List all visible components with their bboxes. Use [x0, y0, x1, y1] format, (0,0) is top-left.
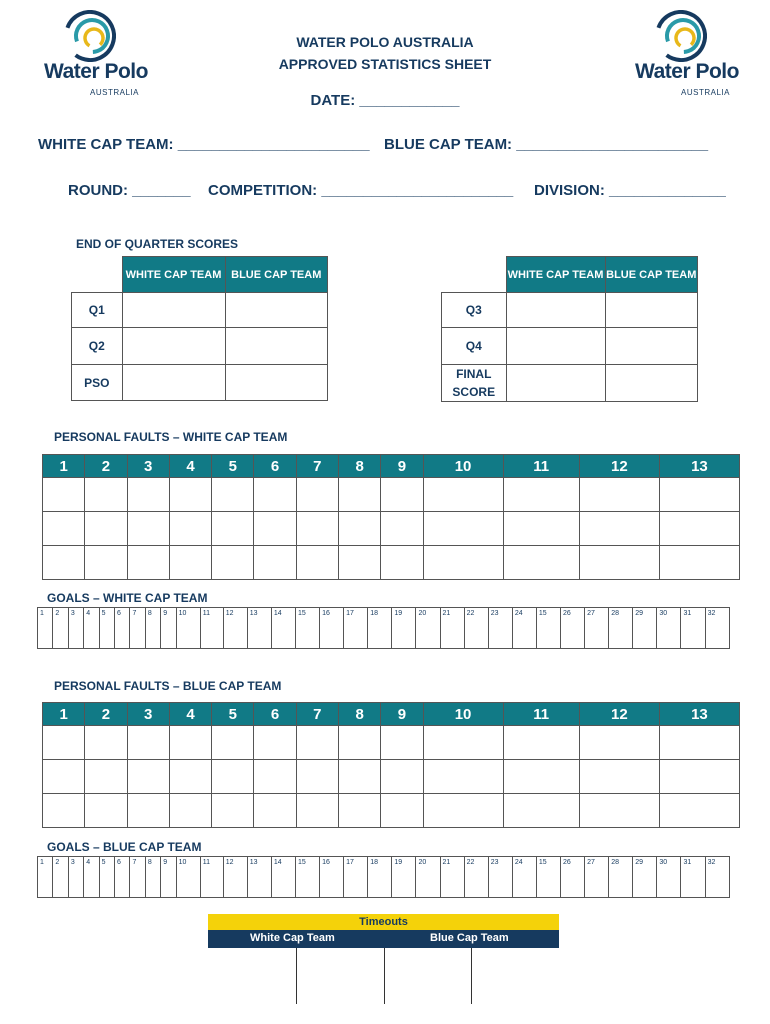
goals-white-title: GOALS – WHITE CAP TEAM [47, 591, 208, 605]
fault-col-header: 10 [423, 455, 503, 478]
goal-cell[interactable]: 1 [38, 608, 53, 649]
goal-cell[interactable]: 28 [609, 857, 633, 898]
fault-cell[interactable] [169, 794, 211, 828]
goal-cell[interactable]: 10 [176, 857, 200, 898]
goal-cell[interactable]: 15 [295, 608, 319, 649]
goal-cell[interactable]: 22 [464, 857, 488, 898]
fault-cell[interactable] [85, 726, 127, 760]
goal-cell[interactable]: 9 [161, 608, 176, 649]
timeout-divider [471, 948, 472, 1004]
fault-cell[interactable] [43, 760, 85, 794]
fault-cell[interactable] [296, 726, 338, 760]
row-label: Q2 [72, 328, 123, 365]
fault-col-header: 1 [43, 703, 85, 726]
goal-cell[interactable]: 22 [464, 608, 488, 649]
fault-col-header: 13 [659, 455, 739, 478]
fault-cell[interactable] [338, 760, 380, 794]
goal-cell[interactable]: 15 [536, 857, 560, 898]
fault-cell[interactable] [338, 794, 380, 828]
goal-cell[interactable]: 2 [53, 608, 68, 649]
fault-cell[interactable] [381, 760, 423, 794]
goals-blue-title: GOALS – BLUE CAP TEAM [47, 840, 202, 854]
goal-cell[interactable]: 18 [368, 857, 392, 898]
fault-cell[interactable] [338, 512, 380, 546]
fault-cell[interactable] [43, 512, 85, 546]
goal-cell[interactable]: 1 [38, 857, 53, 898]
goal-cell[interactable]: 19 [392, 857, 416, 898]
goals-blue-table [37, 856, 730, 898]
goal-cell[interactable]: 30 [657, 857, 681, 898]
fault-cell[interactable] [169, 546, 211, 580]
goal-cell[interactable]: 17 [344, 608, 368, 649]
fault-cell[interactable] [296, 478, 338, 512]
fault-cell[interactable] [296, 760, 338, 794]
goal-cell[interactable]: 13 [247, 608, 271, 649]
score-cell[interactable] [506, 328, 605, 365]
fault-cell[interactable] [169, 760, 211, 794]
goal-cell[interactable]: 29 [633, 608, 657, 649]
faults-blue-row [43, 726, 740, 760]
score-cell[interactable] [122, 328, 225, 365]
fault-col-header: 6 [254, 455, 296, 478]
score-cell[interactable] [225, 328, 328, 365]
blue-cap-team-field[interactable]: BLUE CAP TEAM: _______________________ [384, 136, 709, 153]
fault-col-header: 7 [296, 703, 338, 726]
goal-cell[interactable]: 16 [320, 608, 344, 649]
col-blue-cap: BLUE CAP TEAM [225, 257, 328, 293]
goal-cell[interactable]: 23 [488, 608, 512, 649]
fault-cell[interactable] [381, 478, 423, 512]
goal-cell[interactable]: 23 [488, 857, 512, 898]
fault-col-header: 6 [254, 703, 296, 726]
score-cell[interactable] [122, 365, 225, 401]
fault-col-header: 5 [212, 703, 254, 726]
goal-cell[interactable]: 15 [295, 857, 319, 898]
date-field[interactable]: DATE: ____________ [310, 92, 460, 109]
fault-cell[interactable] [381, 726, 423, 760]
goal-cell[interactable]: 16 [320, 857, 344, 898]
goal-cell[interactable]: 5 [99, 608, 114, 649]
goal-cell[interactable]: 7 [130, 608, 145, 649]
faults-blue-row [43, 760, 740, 794]
fault-cell[interactable] [503, 512, 579, 546]
fault-cell[interactable] [169, 726, 211, 760]
fault-col-header: 1 [43, 455, 85, 478]
fault-cell[interactable] [169, 512, 211, 546]
round-field[interactable]: ROUND: _______ [68, 182, 191, 199]
timeouts-header [208, 930, 559, 948]
row-label: Q4 [442, 328, 507, 365]
row-label: Q3 [442, 293, 507, 328]
goal-cell[interactable]: 3 [68, 857, 83, 898]
goal-cell[interactable]: 14 [271, 608, 295, 649]
division-field[interactable]: DIVISION: ______________ [534, 182, 726, 199]
goal-cell[interactable]: 24 [512, 608, 536, 649]
score-cell[interactable] [605, 293, 698, 328]
timeouts-title: Timeouts [208, 914, 559, 930]
goal-cell[interactable]: 32 [705, 608, 729, 649]
faults-blue-title: PERSONAL FAULTS – BLUE CAP TEAM [54, 679, 282, 693]
competition-field[interactable]: COMPETITION: _______________________ [208, 182, 514, 199]
score-cell[interactable] [506, 293, 605, 328]
goal-cell[interactable]: 8 [145, 608, 160, 649]
fault-col-header: 2 [85, 455, 127, 478]
fault-cell[interactable] [503, 478, 579, 512]
faults-blue-table [42, 702, 740, 828]
fault-cell[interactable] [212, 478, 254, 512]
fault-cell[interactable] [381, 546, 423, 580]
goal-cell[interactable]: 24 [512, 857, 536, 898]
score-cell[interactable] [506, 365, 605, 402]
logo-subtitle: AUSTRALIA [90, 88, 139, 97]
quarter-scores-title: END OF QUARTER SCORES [76, 237, 239, 251]
faults-white-title: PERSONAL FAULTS – WHITE CAP TEAM [54, 430, 288, 444]
fault-cell[interactable] [127, 726, 169, 760]
logo-right [627, 10, 757, 97]
fault-col-header: 12 [579, 455, 659, 478]
header-sheet-title: APPROVED STATISTICS SHEET [278, 56, 492, 72]
fault-cell[interactable] [254, 726, 296, 760]
fault-col-header: 3 [127, 703, 169, 726]
goal-cell[interactable]: 21 [440, 857, 464, 898]
score-cell[interactable] [605, 365, 698, 402]
col-white-cap: WHITE CAP TEAM [506, 257, 605, 293]
goal-cell[interactable]: 32 [705, 857, 729, 898]
fault-col-header: 10 [423, 703, 503, 726]
goal-cell[interactable]: 17 [344, 857, 368, 898]
fault-cell[interactable] [127, 546, 169, 580]
fault-col-header: 3 [127, 455, 169, 478]
fault-cell[interactable] [423, 512, 503, 546]
row-label: Q1 [72, 293, 123, 328]
fault-cell[interactable] [85, 546, 127, 580]
logo-left [36, 10, 166, 97]
fault-cell[interactable] [296, 512, 338, 546]
goal-cell[interactable]: 11 [200, 608, 223, 649]
row-label: FINAL SCORE [442, 365, 507, 402]
fault-cell[interactable] [212, 546, 254, 580]
fault-cell[interactable] [381, 794, 423, 828]
goal-cell[interactable]: 2 [53, 857, 68, 898]
fault-cell[interactable] [43, 794, 85, 828]
fault-col-header: 4 [169, 455, 211, 478]
goal-cell[interactable]: 8 [145, 857, 160, 898]
quarter-scores-table-left [71, 256, 328, 401]
fault-cell[interactable] [43, 546, 85, 580]
fault-cell[interactable] [85, 794, 127, 828]
score-cell[interactable] [122, 293, 225, 328]
fault-cell[interactable] [127, 760, 169, 794]
goal-cell[interactable]: 30 [657, 608, 681, 649]
fault-cell[interactable] [659, 478, 739, 512]
fault-cell[interactable] [503, 726, 579, 760]
goal-cell[interactable]: 4 [84, 857, 99, 898]
fault-cell[interactable] [127, 512, 169, 546]
timeout-divider [384, 948, 385, 1004]
goal-cell[interactable]: 12 [223, 608, 247, 649]
faults-white-table [42, 454, 740, 580]
fault-cell[interactable] [423, 726, 503, 760]
goal-cell[interactable]: 7 [130, 857, 145, 898]
fault-cell[interactable] [423, 794, 503, 828]
goal-cell[interactable]: 20 [416, 608, 440, 649]
fault-col-header: 11 [503, 703, 579, 726]
timeouts-white-label: White Cap Team [250, 932, 335, 944]
goal-cell[interactable]: 26 [561, 608, 585, 649]
fault-cell[interactable] [579, 478, 659, 512]
fault-cell[interactable] [212, 726, 254, 760]
fault-cell[interactable] [254, 546, 296, 580]
logo-subtitle: AUSTRALIA [681, 88, 730, 97]
fault-cell[interactable] [127, 794, 169, 828]
fault-cell[interactable] [579, 546, 659, 580]
white-cap-team-field[interactable]: WHITE CAP TEAM: _______________________ [38, 136, 370, 153]
goal-cell[interactable]: 20 [416, 857, 440, 898]
goals-white-table [37, 607, 730, 649]
fault-cell[interactable] [579, 512, 659, 546]
fault-cell[interactable] [423, 478, 503, 512]
fault-cell[interactable] [381, 512, 423, 546]
fault-cell[interactable] [296, 546, 338, 580]
goal-cell[interactable]: 9 [161, 857, 176, 898]
goal-cell[interactable]: 31 [681, 857, 705, 898]
goal-cell[interactable]: 14 [271, 857, 295, 898]
fault-cell[interactable] [85, 512, 127, 546]
col-white-cap: WHITE CAP TEAM [122, 257, 225, 293]
fault-col-header: 7 [296, 455, 338, 478]
goal-cell[interactable]: 5 [99, 857, 114, 898]
logo-wordmark: Water Polo [44, 60, 148, 83]
fault-cell[interactable] [254, 478, 296, 512]
goal-cell[interactable]: 10 [176, 608, 200, 649]
fault-cell[interactable] [212, 794, 254, 828]
fault-col-header: 8 [338, 455, 380, 478]
score-cell[interactable] [225, 293, 328, 328]
goal-cell[interactable]: 26 [561, 857, 585, 898]
fault-cell[interactable] [659, 512, 739, 546]
fault-cell[interactable] [659, 546, 739, 580]
goal-cell[interactable]: 19 [392, 608, 416, 649]
goal-cell[interactable]: 6 [115, 857, 130, 898]
fault-col-header: 13 [659, 703, 739, 726]
faults-blue-row [43, 794, 740, 828]
goal-cell[interactable]: 13 [247, 857, 271, 898]
goal-cell[interactable]: 18 [368, 608, 392, 649]
col-blue-cap: BLUE CAP TEAM [605, 257, 698, 293]
fault-cell[interactable] [296, 794, 338, 828]
goal-cell[interactable]: 11 [200, 857, 223, 898]
goal-cell[interactable]: 27 [585, 608, 609, 649]
fault-cell[interactable] [659, 794, 739, 828]
timeouts-blue-label: Blue Cap Team [430, 932, 509, 944]
fault-cell[interactable] [127, 478, 169, 512]
header-org: WATER POLO AUSTRALIA [296, 34, 474, 50]
faults-white-row [43, 546, 740, 580]
faults-white-row [43, 478, 740, 512]
fault-col-header: 12 [579, 703, 659, 726]
fault-cell[interactable] [169, 478, 211, 512]
fault-cell[interactable] [85, 478, 127, 512]
faults-white-row [43, 512, 740, 546]
goal-cell[interactable]: 6 [115, 608, 130, 649]
fault-col-header: 5 [212, 455, 254, 478]
goal-cell[interactable]: 28 [609, 608, 633, 649]
fault-col-header: 11 [503, 455, 579, 478]
goal-cell[interactable]: 31 [681, 608, 705, 649]
score-cell[interactable] [605, 328, 698, 365]
fault-cell[interactable] [85, 760, 127, 794]
fault-cell[interactable] [503, 760, 579, 794]
score-cell[interactable] [225, 365, 328, 401]
fault-cell[interactable] [254, 794, 296, 828]
fault-col-header: 8 [338, 703, 380, 726]
fault-cell[interactable] [503, 546, 579, 580]
fault-col-header: 4 [169, 703, 211, 726]
fault-cell[interactable] [43, 478, 85, 512]
row-label: PSO [72, 365, 123, 401]
fault-cell[interactable] [338, 478, 380, 512]
fault-col-header: 9 [381, 703, 423, 726]
fault-cell[interactable] [212, 760, 254, 794]
goal-cell[interactable]: 4 [84, 608, 99, 649]
fault-cell[interactable] [43, 726, 85, 760]
goal-cell[interactable]: 15 [536, 608, 560, 649]
goal-cell[interactable]: 21 [440, 608, 464, 649]
fault-cell[interactable] [423, 760, 503, 794]
fault-cell[interactable] [579, 726, 659, 760]
fault-cell[interactable] [254, 512, 296, 546]
fault-col-header: 9 [381, 455, 423, 478]
goal-cell[interactable]: 29 [633, 857, 657, 898]
fault-cell[interactable] [254, 760, 296, 794]
fault-col-header: 2 [85, 703, 127, 726]
fault-cell[interactable] [338, 726, 380, 760]
fault-cell[interactable] [659, 760, 739, 794]
goal-cell[interactable]: 27 [585, 857, 609, 898]
fault-cell[interactable] [659, 726, 739, 760]
fault-cell[interactable] [212, 512, 254, 546]
timeout-divider [296, 948, 297, 1004]
logo-wordmark: Water Polo [635, 60, 739, 83]
fault-cell[interactable] [338, 546, 380, 580]
fault-cell[interactable] [579, 794, 659, 828]
goal-cell[interactable]: 3 [68, 608, 83, 649]
fault-cell[interactable] [579, 760, 659, 794]
quarter-scores-table-right [441, 256, 698, 402]
fault-cell[interactable] [423, 546, 503, 580]
fault-cell[interactable] [503, 794, 579, 828]
goal-cell[interactable]: 12 [223, 857, 247, 898]
